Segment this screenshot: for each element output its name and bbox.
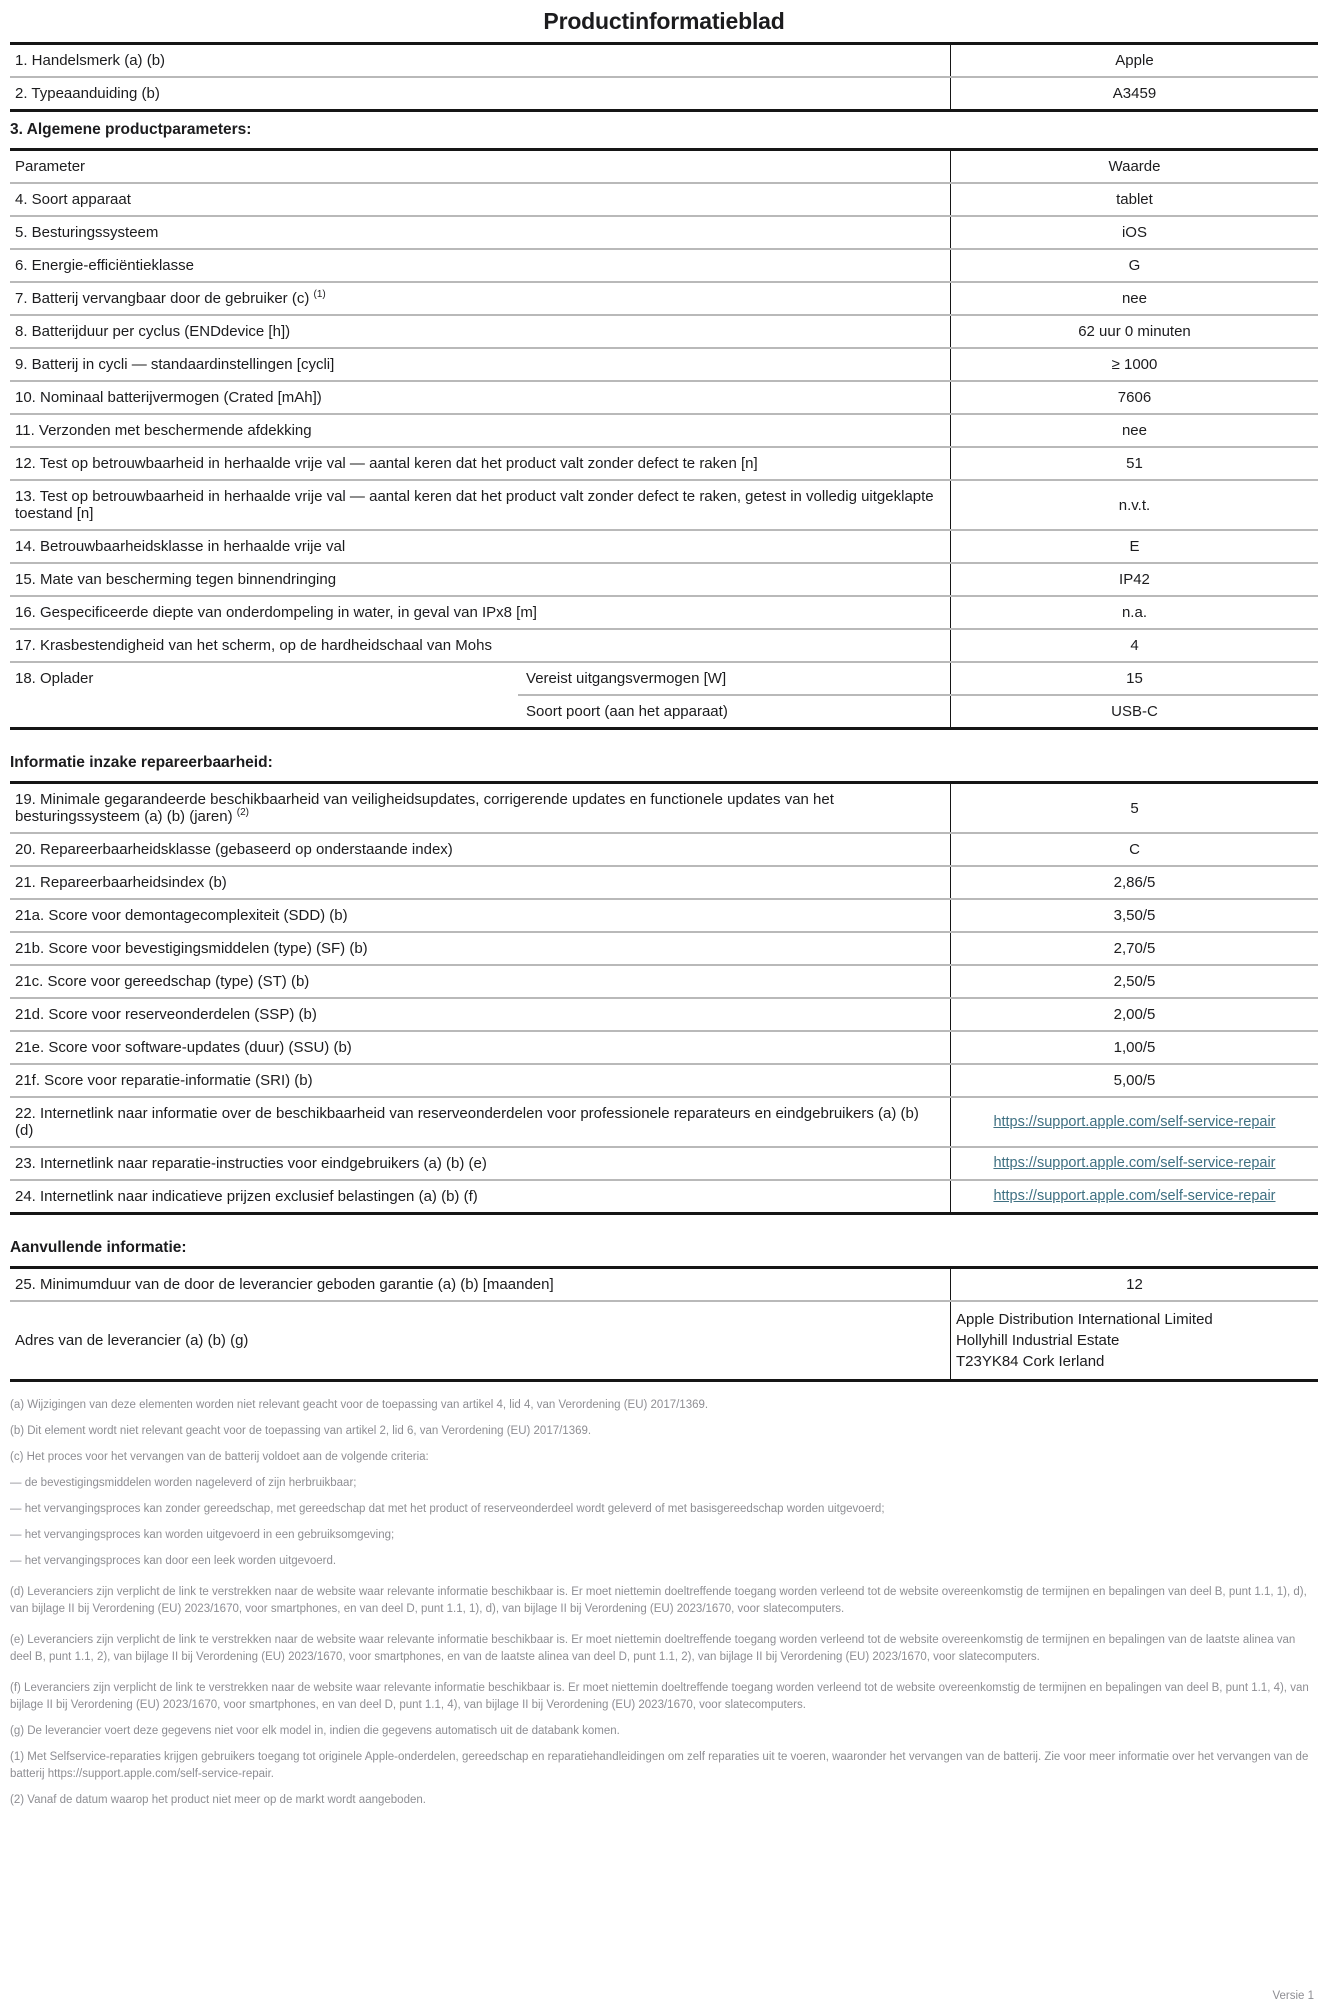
footnote-superscript: (2) bbox=[236, 807, 249, 818]
table-row bbox=[10, 1096, 1318, 1146]
row-label: 19. Minimale gegarandeerde beschikbaarheid van veiligheidsupdates, corrigerende updates en functionele updates van het besturingssysteem (a) (b) (jaren) $^{(2)}$ bbox=[10, 784, 951, 832]
repairability-table bbox=[10, 781, 1318, 1215]
footnote: — de bevestigingsmiddelen worden nageleverd of zijn herbruikbaar; bbox=[10, 1477, 357, 1489]
row-label: 4. Soort apparaat bbox=[10, 184, 951, 215]
footnote: (d) Leveranciers zijn verplicht de link te verstrekken naar de website waar relevante informatie beschikbaar is. Er moet niettemin doeltreffende toegang worden verleend tot de website overeenkomstig de termijnen en bepalingen van deel B, punt 1.1, 1), d), van bijlage II bij Verordening (EU) 2023/1670, voor smartphones, en van deel D, punt 1.1, 1), d), van bijlage II bij Verordening (EU) 2023/1670, voor slatecomputers. bbox=[10, 1586, 1307, 1615]
table-row bbox=[10, 314, 1318, 347]
row-label: 21a. Score voor demontagecomplexiteit (SDD) (b) bbox=[10, 900, 951, 931]
self-service-repair-link[interactable]: https://support.apple.com/self-service-repair bbox=[993, 1188, 1276, 1204]
section-heading-general: 3. Algemene productparameters: bbox=[10, 121, 252, 138]
address-line: Hollyhill Industrial Estate bbox=[955, 1332, 1120, 1349]
table-row bbox=[10, 45, 1318, 76]
supplier-address bbox=[951, 1302, 1318, 1379]
footnote: — het vervangingsproces kan door een leek worden uitgevoerd. bbox=[10, 1555, 337, 1567]
row-value: tablet bbox=[1116, 191, 1153, 208]
row-label: 21c. Score voor gereedschap (type) (ST) (b) bbox=[10, 966, 951, 997]
row-value: C bbox=[1129, 841, 1140, 858]
row-label: 2. Typeaanduiding (b) bbox=[10, 78, 951, 109]
table-row bbox=[10, 898, 1318, 931]
row-label: 10. Nominaal batterijvermogen (Crated [mAh]) bbox=[10, 382, 951, 413]
row-value: 3,50/5 bbox=[1113, 907, 1156, 924]
row-value: 2,86/5 bbox=[1113, 874, 1156, 891]
footnote: — het vervangingsproces kan worden uitgevoerd in een gebruiksomgeving; bbox=[10, 1529, 395, 1541]
row-value bbox=[951, 1098, 1318, 1146]
row-value: 1,00/5 bbox=[1113, 1039, 1156, 1056]
general-parameters-table bbox=[10, 148, 1318, 730]
row-label: 24. Internetlink naar indicatieve prijzen exclusief belastingen (a) (b) (f) bbox=[10, 1181, 951, 1212]
row-label: 22. Internetlink naar informatie over de beschikbaarheid van reserveonderdelen voor professionele reparateurs en eindgebruikers (a) (b) (d) bbox=[10, 1098, 951, 1146]
row-label: 17. Krasbestendigheid van het scherm, op de hardheidschaal van Mohs bbox=[10, 630, 951, 661]
row-value bbox=[951, 1181, 1318, 1212]
row-label: 9. Batterij in cycli — standaardinstellingen [cycli] bbox=[10, 349, 951, 380]
row-label: 16. Gespecificeerde diepte van onderdompeling in water, in geval van IPx8 [m] bbox=[10, 597, 951, 628]
row-value: E bbox=[1129, 538, 1140, 555]
row-value: 2,00/5 bbox=[1113, 1006, 1156, 1023]
row-label: 12. Test op betrouwbaarheid in herhaalde vrije val — aantal keren dat het product valt zonder defect te raken [n] bbox=[10, 448, 951, 479]
row-value: 7606 bbox=[1117, 389, 1152, 406]
row-label: 25. Minimumduur van de door de leverancier geboden garantie (a) (b) [maanden] bbox=[10, 1269, 951, 1300]
row-value: IP42 bbox=[1119, 571, 1150, 588]
row-value: 62 uur 0 minuten bbox=[1078, 323, 1191, 340]
table-row bbox=[10, 595, 1318, 628]
table-row bbox=[10, 964, 1318, 997]
row-value: Apple bbox=[1115, 52, 1154, 69]
row-value: iOS bbox=[1121, 224, 1147, 241]
row-label: 14. Betrouwbaarheidsklasse in herhaalde vrije val bbox=[10, 531, 951, 562]
row-value bbox=[951, 1148, 1318, 1179]
table-row bbox=[10, 1146, 1318, 1179]
row-value: ≥ 1000 bbox=[1111, 356, 1158, 373]
row-value: n.v.t. bbox=[1118, 496, 1151, 514]
table-row bbox=[10, 281, 1318, 314]
table-row bbox=[10, 832, 1318, 865]
table-row bbox=[10, 479, 1318, 529]
row-label: 5. Besturingssysteem bbox=[10, 217, 951, 248]
footnote: (f) Leveranciers zijn verplicht de link te verstrekken naar de website waar relevante informatie beschikbaar is. Er moet niettemin doeltreffende toegang worden verleend tot de website overeenkomstig de termijnen en bepalingen van deel B, punt 1.1, 4), van bijlage II bij Verordening (EU) 2023/1670, voor smartphones, en van deel D, punt 1.1, 4), van bijlage II bij Verordening (EU) 2023/1670, voor slatecomputers. bbox=[10, 1682, 1309, 1711]
table-header-row bbox=[10, 151, 1318, 182]
row-value: 51 bbox=[1126, 455, 1143, 472]
table-row bbox=[10, 248, 1318, 281]
column-header-parameter: Parameter bbox=[10, 151, 951, 182]
additional-info-table bbox=[10, 1266, 1318, 1382]
row-label: Adres van de leverancier (a) (b) (g) bbox=[10, 1302, 951, 1379]
row-label: 21f. Score voor reparatie-informatie (SRI) (b) bbox=[10, 1065, 951, 1096]
row-value: 15 bbox=[1126, 670, 1143, 687]
row-value: 2,70/5 bbox=[1113, 940, 1156, 957]
footnote: (1) Met Selfservice-reparaties krijgen gebruikers toegang tot originele Apple-onderdelen, gereedschap en reparatiehandleidingen om zelf reparaties uit te voeren, waaronder het vervangen van de batterij. Zie voor meer informatie over het vervangen van de batterij https://support.apple.com/self-service-repair. bbox=[10, 1751, 1309, 1780]
row-label: 6. Energie-efficiëntieklasse bbox=[10, 250, 951, 281]
section-heading-additional: Aanvullende informatie: bbox=[10, 1239, 187, 1256]
row-value: A3459 bbox=[1112, 85, 1157, 102]
table-row bbox=[10, 347, 1318, 380]
row-value: n.a. bbox=[1121, 604, 1147, 621]
table-row bbox=[10, 1030, 1318, 1063]
table-row bbox=[10, 413, 1318, 446]
row-label: 13. Test op betrouwbaarheid in herhaalde vrije val — aantal keren dat het product valt zonder defect te raken, getest in volledig uitgeklapte toestand [n] bbox=[10, 481, 951, 529]
row-label: 20. Repareerbaarheidsklasse (gebaseerd op onderstaande index) bbox=[10, 834, 951, 865]
identification-table bbox=[10, 42, 1318, 112]
table-row bbox=[10, 529, 1318, 562]
footnotes bbox=[10, 1397, 1318, 1809]
row-label: 21d. Score voor reserveonderdelen (SSP) (b) bbox=[10, 999, 951, 1030]
table-row bbox=[10, 76, 1318, 109]
row-value: nee bbox=[1121, 422, 1147, 439]
table-row bbox=[10, 215, 1318, 248]
row-value: USB-C bbox=[1111, 703, 1158, 720]
row-label: 21b. Score voor bevestigingsmiddelen (type) (SF) (b) bbox=[10, 933, 951, 964]
table-row bbox=[10, 1179, 1318, 1212]
table-row bbox=[10, 784, 1318, 832]
row-label: 21. Repareerbaarheidsindex (b) bbox=[10, 867, 951, 898]
page-title: Productinformatieblad bbox=[543, 8, 785, 34]
table-row bbox=[10, 997, 1318, 1030]
row-label: 1. Handelsmerk (a) (b) bbox=[10, 45, 951, 76]
address-line: Apple Distribution International Limited bbox=[955, 1311, 1213, 1328]
version-label: Versie 1 bbox=[1272, 1990, 1314, 2002]
table-row bbox=[10, 380, 1318, 413]
row-value: nee bbox=[1121, 290, 1147, 307]
footnote-superscript: (1) bbox=[313, 289, 326, 300]
row-value: G bbox=[1128, 257, 1141, 274]
footnote: (2) Vanaf de datum waarop het product niet meer op de markt wordt aangeboden. bbox=[10, 1794, 426, 1806]
charger-sub-table bbox=[518, 663, 1318, 727]
table-row bbox=[10, 628, 1318, 661]
row-label: 7. Batterij vervangbaar door de gebruiker (c) $^{(1)}$ bbox=[10, 283, 951, 314]
row-label: 18. Oplader bbox=[15, 670, 94, 687]
footnote: (b) Dit element wordt niet relevant geacht voor de toepassing van artikel 2, lid 6, van Verordening (EU) 2017/1369. bbox=[10, 1425, 592, 1437]
row-value: 4 bbox=[1130, 637, 1139, 654]
table-row bbox=[10, 562, 1318, 595]
self-service-repair-link[interactable]: https://support.apple.com/self-service-repair bbox=[993, 1155, 1276, 1171]
footnote: — het vervangingsproces kan zonder gereedschap, met gereedschap dat met het product of reserveonderdeel wordt geleverd of met basisgereedschap worden uitgevoerd; bbox=[10, 1503, 885, 1515]
row-label: 23. Internetlink naar reparatie-instructies voor eindgebruikers (a) (b) (e) bbox=[10, 1148, 951, 1179]
table-row bbox=[10, 446, 1318, 479]
row-value: 5 bbox=[1130, 799, 1139, 817]
row-label: 8. Batterijduur per cyclus (ENDdevice [h]) bbox=[10, 316, 951, 347]
footnote: (g) De leverancier voert deze gegevens niet voor elk model in, indien die gegevens automatisch uit de databank komen. bbox=[10, 1725, 620, 1737]
row-value: 2,50/5 bbox=[1113, 973, 1156, 990]
section-heading-repairability: Informatie inzake repareerbaarheid: bbox=[10, 754, 273, 771]
charger-row bbox=[10, 661, 1318, 727]
row-label: 15. Mate van bescherming tegen binnendringing bbox=[10, 564, 951, 595]
address-line: T23YK84 Cork Ierland bbox=[955, 1353, 1105, 1370]
supplier-address-row bbox=[10, 1300, 1318, 1379]
row-label: Vereist uitgangsvermogen [W] bbox=[518, 663, 951, 694]
table-row bbox=[10, 1063, 1318, 1096]
row-label: 21e. Score voor software-updates (duur) (SSU) (b) bbox=[10, 1032, 951, 1063]
table-row bbox=[518, 694, 1318, 727]
table-row bbox=[10, 1269, 1318, 1300]
table-row bbox=[10, 865, 1318, 898]
footnote: (c) Het proces voor het vervangen van de batterij voldoet aan de volgende criteria: bbox=[10, 1451, 429, 1463]
row-label: 11. Verzonden met beschermende afdekking bbox=[10, 415, 951, 446]
row-value: 5,00/5 bbox=[1113, 1072, 1156, 1089]
table-row bbox=[518, 663, 1318, 694]
column-header-waarde: Waarde bbox=[1108, 158, 1161, 175]
self-service-repair-link[interactable]: https://support.apple.com/self-service-repair bbox=[993, 1113, 1276, 1130]
row-label: Soort poort (aan het apparaat) bbox=[518, 696, 951, 727]
row-value: 12 bbox=[1126, 1276, 1143, 1293]
table-row bbox=[10, 931, 1318, 964]
footnote: (a) Wijzigingen van deze elementen worden niet relevant geacht voor de toepassing van artikel 4, lid 4, van Verordening (EU) 2017/1369. bbox=[10, 1399, 709, 1411]
footnote: (e) Leveranciers zijn verplicht de link te verstrekken naar de website waar relevante informatie beschikbaar is. Er moet niettemin doeltreffende toegang worden verleend tot de website overeenkomstig de termijnen en bepalingen van de laatste alinea van deel B, punt 1.1, 2), van bijlage II bij Verordening (EU) 2023/1670, voor smartphones, en van de laatste alinea van deel D, punt 1.1, 2), van bijlage II bij Verordening (EU) 2023/1670, voor slatecomputers. bbox=[10, 1634, 1296, 1663]
table-row bbox=[10, 182, 1318, 215]
